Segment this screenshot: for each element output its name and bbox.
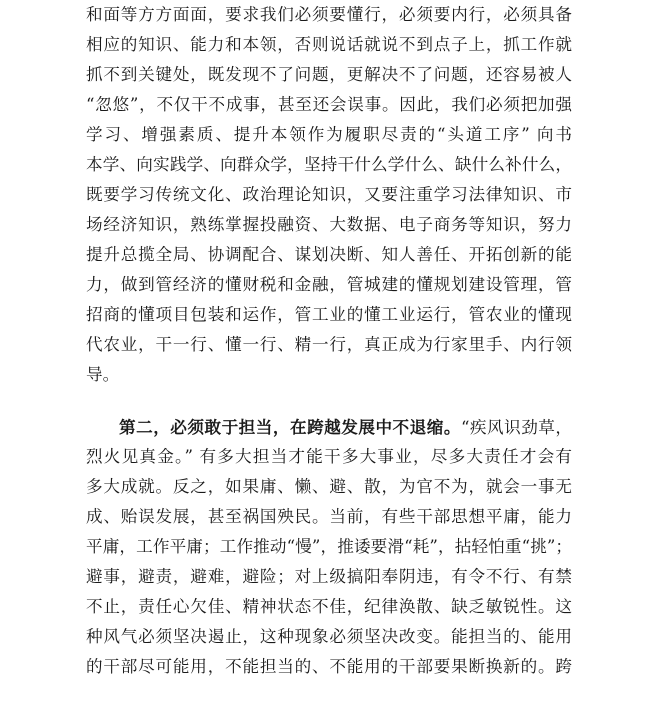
document-page — [86, 0, 572, 702]
paragraph-2-line-6: 避事，避责，避难，避险；对上级搞阳奉阴违，有令不行、有禁 — [86, 567, 572, 586]
paragraph-1-line-5: 学习、增强素质、提升本领作为履职尽责的“头道工序” 向书 — [86, 125, 572, 144]
paragraph-1-line-9: 提升总揽全局、协调配合、谋划决断、知人善任、开拓创新的能 — [86, 245, 572, 264]
paragraph-1-line-8: 场经济知识，熟练掌握投融资、大数据、电子商务等知识，努力 — [86, 215, 572, 234]
paragraph-2-heading: 第二，必须敢于担当，在跨越发展中不退缩。 — [119, 417, 461, 437]
paragraph-2-line-5: 平庸，工作平庸；工作推动“慢”，推诿要滑“耗”，拈轻怕重“挑”； — [86, 537, 572, 556]
paragraph-2-line-3: 多大成就。反之，如果庸、懒、避、散，为官不为，就会一事无 — [86, 477, 572, 496]
paragraph-1-line-10: 力，做到管经济的懂财税和金融，管城建的懂规划建设管理，管 — [86, 275, 572, 294]
paragraph-1-line-12: 代农业，干一行、懂一行、精一行，真正成为行家里手、内行领 — [86, 335, 572, 354]
paragraph-1-line-7: 既要学习传统文化、政治理论知识，又要注重学习法律知识、市 — [86, 185, 572, 204]
paragraph-1-line-13: 导。 — [86, 365, 120, 384]
paragraph-2-line-4: 成、贻误发展，甚至祸国殃民。当前，有些干部思想平庸，能力 — [86, 507, 572, 526]
paragraph-2-line-9: 的干部尽可能用，不能担当的、不能用的干部要果断换新的。跨 — [86, 657, 572, 676]
paragraph-1-line-6: 本学、向实践学、向群众学，坚持干什么学什么、缺什么补什么， — [86, 155, 572, 174]
paragraph-2-line-8: 种风气必须坚决遏止，这种现象必须坚决改变。能担当的、能用 — [86, 627, 572, 646]
paragraph-1-line-11: 招商的懂项目包装和运作，管工业的懂工业运行，管农业的懂现 — [86, 305, 572, 324]
paragraph-2-line-1 — [86, 412, 572, 442]
paragraph-1-line-1: 和面等方方面面，要求我们必须要懂行，必须要内行，必须具备 — [86, 5, 572, 24]
paragraph-2-line-2: 烈火见真金。” 有多大担当才能干多大事业，尽多大责任才会有 — [86, 447, 572, 466]
paragraph-1-line-3: 抓不到关键处，既发现不了问题，更解决不了问题，还容易被人 — [86, 65, 572, 84]
paragraph-1-line-2: 相应的知识、能力和本领，否则说话就说不到点子上，抓工作就 — [86, 35, 572, 54]
paragraph-2-line-7: 不止，责任心欠佳、精神状态不佳，纪律涣散、缺乏敏锐性。这 — [86, 597, 572, 616]
paragraph-1-line-4: “忽悠”，不仅干不成事，甚至还会误事。因此，我们必须把加强 — [86, 95, 572, 114]
paragraph-2-line-1-rest: “疾风识劲草， — [460, 418, 572, 437]
